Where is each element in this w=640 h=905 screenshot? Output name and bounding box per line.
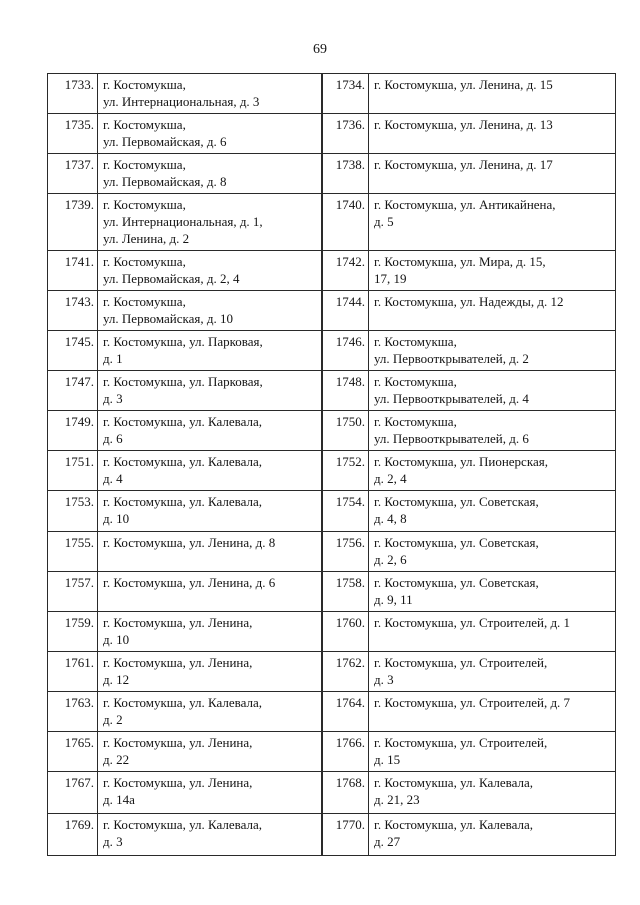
entry-number: 1763. [48,692,98,732]
entry-number: 1754. [323,491,369,532]
entry-address [369,74,616,114]
address-line: г. Костомукша, ул. Калевала, [103,494,262,509]
entry-number: 1758. [323,572,369,612]
entry-number: 1738. [323,154,369,194]
address-line: г. Костомукша, [103,294,186,309]
table-row [48,74,616,114]
address-line: г. Костомукша, ул. Антикайнена, [374,197,556,212]
address-line: г. Костомукша, ул. Советская, [374,575,539,590]
entry-number: 1764. [323,692,369,732]
entry-number: 1759. [48,612,98,652]
entry-address [98,692,322,732]
entry-number: 1768. [323,772,369,814]
address-line: г. Костомукша, ул. Мира, д. 15, [374,254,546,269]
address-line: г. Костомукша, [374,374,457,389]
entry-number: 1753. [48,491,98,532]
entry-address [98,371,322,411]
entry-address [369,411,616,451]
address-line: д. 2, 4 [374,471,407,486]
address-line: г. Костомукша, ул. Строителей, [374,735,548,750]
address-line: г. Костомукша, ул. Парковая, [103,334,263,349]
entry-address [98,154,322,194]
table-row [48,612,616,652]
entry-number: 1760. [323,612,369,652]
address-line: г. Костомукша, ул. Советская, [374,494,539,509]
address-line: д. 5 [374,214,394,229]
address-line: ул. Интернациональная, д. 1, [103,214,263,229]
address-line: г. Костомукша, ул. Калевала, [374,817,533,832]
entry-address [369,652,616,692]
entry-address [98,251,322,291]
entry-address [369,451,616,491]
address-line: д. 10 [103,632,130,647]
entry-address [369,331,616,371]
address-line: г. Костомукша, ул. Калевала, [103,817,262,832]
entry-number: 1742. [323,251,369,291]
entry-address [369,251,616,291]
address-line: д. 4, 8 [374,511,407,526]
address-line: г. Костомукша, ул. Парковая, [103,374,263,389]
entry-address [98,814,322,856]
address-line: г. Костомукша, [103,197,186,212]
address-line: д. 27 [374,834,401,849]
entry-number: 1733. [48,74,98,114]
address-line: г. Костомукша, [374,414,457,429]
address-line: г. Костомукша, ул. Ленина, [103,775,253,790]
entry-address [98,732,322,772]
table-row [48,331,616,371]
address-line: г. Костомукша, ул. Ленина, д. 8 [103,535,276,550]
address-line: г. Костомукша, ул. Калевала, [103,454,262,469]
entry-number: 1734. [323,74,369,114]
entry-number: 1751. [48,451,98,491]
entry-number: 1756. [323,532,369,572]
entry-address [369,572,616,612]
table-row [48,772,616,814]
address-line: г. Костомукша, ул. Ленина, д. 13 [374,117,553,132]
entry-address [98,411,322,451]
address-table [47,73,616,856]
entry-number: 1766. [323,732,369,772]
entry-address [98,194,322,251]
address-line: д. 10 [103,511,130,526]
address-line: д. 3 [103,834,123,849]
entry-address [98,532,322,572]
entry-address [98,491,322,532]
address-line: г. Костомукша, ул. Калевала, [103,414,262,429]
table-row [48,732,616,772]
address-line: г. Костомукша, ул. Калевала, [103,695,262,710]
address-line: г. Костомукша, ул. Строителей, д. 1 [374,615,571,630]
address-line: г. Костомукша, ул. Ленина, д. 15 [374,77,553,92]
entry-address [369,692,616,732]
entry-number: 1737. [48,154,98,194]
table-row [48,194,616,251]
address-line: ул. Первомайская, д. 6 [103,134,227,149]
entry-number: 1769. [48,814,98,856]
entry-number: 1744. [323,291,369,331]
table-row [48,411,616,451]
entry-number: 1749. [48,411,98,451]
address-line: г. Костомукша, ул. Строителей, д. 7 [374,695,571,710]
address-line: ул. Первомайская, д. 2, 4 [103,271,240,286]
entry-address [369,532,616,572]
address-line: д. 6 [103,431,123,446]
entry-number: 1762. [323,652,369,692]
entry-number: 1746. [323,331,369,371]
table-row [48,491,616,532]
entry-number: 1750. [323,411,369,451]
address-line: д. 21, 23 [374,792,420,807]
entry-address [369,732,616,772]
entry-number: 1761. [48,652,98,692]
address-line: г. Костомукша, ул. Пионерская, [374,454,548,469]
address-line: г. Костомукша, ул. Калевала, [374,775,533,790]
table-row [48,154,616,194]
address-line: д. 1 [103,351,123,366]
address-line: г. Костомукша, ул. Строителей, [374,655,548,670]
address-line: д. 2 [103,712,123,727]
address-line: г. Костомукша, [103,117,186,132]
entry-number: 1752. [323,451,369,491]
address-line: д. 3 [374,672,394,687]
entry-number: 1747. [48,371,98,411]
table-row [48,251,616,291]
entry-address [98,114,322,154]
address-line: г. Костомукша, [103,77,186,92]
table-row [48,692,616,732]
address-line: г. Костомукша, ул. Ленина, д. 6 [103,575,276,590]
table-row [48,291,616,331]
address-line: ул. Первооткрывателей, д. 4 [374,391,529,406]
entry-address [98,291,322,331]
address-line: г. Костомукша, ул. Ленина, [103,615,253,630]
address-line: д. 22 [103,752,130,767]
table-row [48,114,616,154]
entry-address [369,371,616,411]
address-line: ул. Ленина, д. 2 [103,231,190,246]
address-line: г. Костомукша, [103,157,186,172]
entry-number: 1748. [323,371,369,411]
entry-address [98,74,322,114]
address-line: д. 14а [103,792,135,807]
entry-address [369,772,616,814]
entry-number: 1757. [48,572,98,612]
entry-number: 1743. [48,291,98,331]
entry-number: 1739. [48,194,98,251]
table-row [48,572,616,612]
entry-address [98,772,322,814]
address-line: г. Костомукша, ул. Ленина, [103,735,253,750]
table-row [48,451,616,491]
table-row [48,532,616,572]
entry-number: 1740. [323,194,369,251]
entry-address [98,612,322,652]
address-line: г. Костомукша, ул. Ленина, [103,655,253,670]
address-line: г. Костомукша, ул. Ленина, д. 17 [374,157,553,172]
entry-number: 1767. [48,772,98,814]
address-line: ул. Первооткрывателей, д. 6 [374,431,529,446]
entry-address [369,612,616,652]
address-line: г. Костомукша, ул. Надежды, д. 12 [374,294,564,309]
entry-address [98,451,322,491]
entry-address [369,291,616,331]
entry-number: 1741. [48,251,98,291]
entry-number: 1765. [48,732,98,772]
entry-address [98,652,322,692]
entry-address [369,814,616,856]
entry-number: 1745. [48,331,98,371]
entry-number: 1736. [323,114,369,154]
entry-address [98,572,322,612]
table-row [48,814,616,856]
entry-address [369,194,616,251]
entry-address [369,491,616,532]
entry-address [369,154,616,194]
address-line: д. 9, 11 [374,592,413,607]
entry-address [369,114,616,154]
address-line: д. 3 [103,391,123,406]
address-line: г. Костомукша, [103,254,186,269]
entry-number: 1735. [48,114,98,154]
address-line: д. 12 [103,672,130,687]
address-table-body [48,74,616,856]
address-line: ул. Первомайская, д. 8 [103,174,227,189]
address-line: ул. Интернациональная, д. 3 [103,94,260,109]
address-line: д. 2, 6 [374,552,407,567]
entry-address [98,331,322,371]
entry-number: 1770. [323,814,369,856]
entry-number: 1755. [48,532,98,572]
table-row [48,371,616,411]
address-line: 17, 19 [374,271,407,286]
address-line: г. Костомукша, ул. Советская, [374,535,539,550]
page-number: 69 [313,42,327,57]
address-line: ул. Первомайская, д. 10 [103,311,233,326]
address-line: д. 15 [374,752,401,767]
table-row [48,652,616,692]
address-line: д. 4 [103,471,123,486]
address-line: г. Костомукша, [374,334,457,349]
address-line: ул. Первооткрывателей, д. 2 [374,351,529,366]
